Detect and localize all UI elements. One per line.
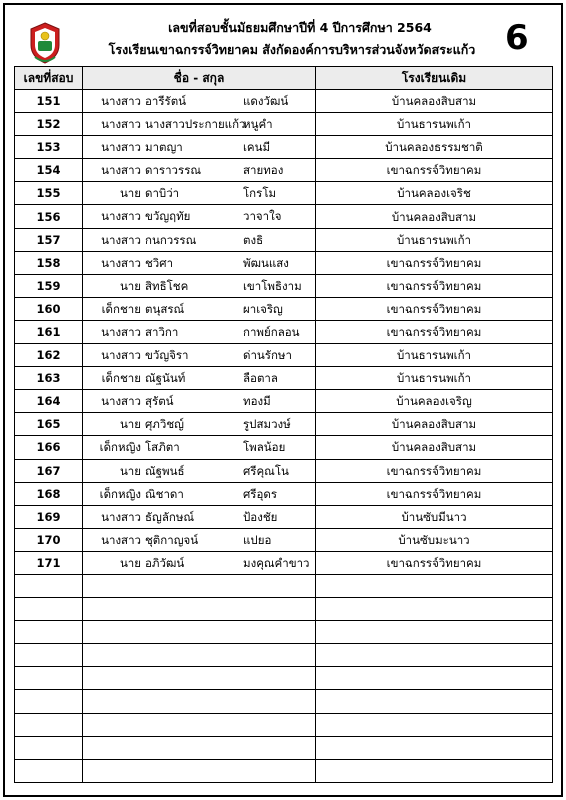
student-name-cell <box>83 482 316 505</box>
empty-cell <box>316 621 553 644</box>
last-name: เขาโพธิงาม <box>243 278 302 293</box>
name-prefix: นาย <box>119 278 141 293</box>
empty-table-row <box>15 759 553 782</box>
table-row <box>15 459 553 482</box>
last-name: ทองมี <box>243 394 271 409</box>
name-prefix: นางสาว <box>101 532 141 547</box>
empty-cell <box>83 736 316 759</box>
table-row <box>15 436 553 459</box>
first-name: นางสาวประกายแก้ว <box>145 117 246 132</box>
empty-cell <box>83 644 316 667</box>
first-name: สุรัตน์ <box>145 394 174 409</box>
table-row <box>15 413 553 436</box>
empty-cell <box>15 598 83 621</box>
empty-cell <box>83 759 316 782</box>
table-row <box>15 182 553 205</box>
name-prefix: นาย <box>119 417 141 432</box>
table-row <box>15 113 553 136</box>
first-name: ณิชาดา <box>145 486 184 501</box>
exam-number-cell: 158 <box>15 251 83 274</box>
last-name: โพลน้อย <box>243 440 286 455</box>
table-row <box>15 205 553 228</box>
empty-table-row <box>15 667 553 690</box>
table-row <box>15 90 553 113</box>
previous-school-cell: บ้านซับมีนาว <box>316 505 553 528</box>
exam-number-cell: 164 <box>15 390 83 413</box>
empty-cell <box>83 713 316 736</box>
column-header-previous-school: โรงเรียนเดิม <box>316 67 553 90</box>
student-name-cell <box>83 390 316 413</box>
previous-school-cell: บ้านธารนพเก้า <box>316 367 553 390</box>
previous-school-cell: บ้านธารนพเก้า <box>316 344 553 367</box>
student-name-cell <box>83 205 316 228</box>
exam-number-cell: 163 <box>15 367 83 390</box>
table-row <box>15 344 553 367</box>
last-name: แดงวัฒน์ <box>243 94 289 108</box>
name-prefix: เด็กหญิง <box>99 486 141 501</box>
exam-number-cell: 155 <box>15 182 83 205</box>
student-name-cell <box>83 274 316 297</box>
name-prefix: นางสาว <box>101 94 141 108</box>
first-name: ศุภวิชญ์ <box>145 417 184 432</box>
last-name: หนูคำ <box>243 117 273 132</box>
student-name-cell <box>83 159 316 182</box>
first-name: ดาบิว่า <box>145 186 180 201</box>
previous-school-cell: บ้านคลองสิบสาม <box>316 90 553 113</box>
exam-number-cell: 168 <box>15 482 83 505</box>
last-name: รูปสมวงษ์ <box>243 417 291 432</box>
empty-cell <box>15 759 83 782</box>
last-name: ลือตาล <box>243 371 278 386</box>
empty-cell <box>83 598 316 621</box>
first-name: ชวิศา <box>145 255 174 270</box>
name-prefix: นาย <box>119 463 141 478</box>
name-prefix: นางสาว <box>101 324 141 339</box>
exam-number-cell: 160 <box>15 297 83 320</box>
name-prefix: นางสาว <box>101 509 141 524</box>
empty-cell <box>316 644 553 667</box>
column-header-name: ชื่อ - สกุล <box>83 67 316 90</box>
first-name: ขวัญจิรา <box>145 348 189 363</box>
previous-school-cell: เขาฉกรรจ์วิทยาคม <box>316 320 553 343</box>
last-name: ตงธิ <box>243 232 264 247</box>
table-row <box>15 528 553 551</box>
name-prefix: นางสาว <box>101 255 141 270</box>
student-name-cell <box>83 528 316 551</box>
table-row <box>15 367 553 390</box>
first-name: ขวัญฤทัย <box>145 209 191 224</box>
empty-cell <box>15 644 83 667</box>
name-prefix: นางสาว <box>101 232 141 247</box>
exam-number-cell: 157 <box>15 228 83 251</box>
student-name-cell <box>83 505 316 528</box>
empty-cell <box>15 690 83 713</box>
empty-cell <box>83 667 316 690</box>
exam-number-cell: 170 <box>15 528 83 551</box>
first-name: ดาราวรรณ <box>145 163 202 178</box>
student-name-cell <box>83 367 316 390</box>
exam-number-cell: 159 <box>15 274 83 297</box>
first-name: ณัฐพนธ์ <box>145 463 185 478</box>
first-name: ธัญลักษณ์ <box>145 509 195 524</box>
last-name: ป้องชัย <box>243 509 278 524</box>
empty-cell <box>83 690 316 713</box>
student-name-cell <box>83 113 316 136</box>
previous-school-cell: บ้านคลองสิบสาม <box>316 205 553 228</box>
last-name: ผาเจริญ <box>243 301 283 316</box>
exam-number-cell: 161 <box>15 320 83 343</box>
name-prefix: เด็กชาย <box>101 371 141 386</box>
empty-cell <box>15 736 83 759</box>
previous-school-cell: เขาฉกรรจ์วิทยาคม <box>316 482 553 505</box>
previous-school-cell: เขาฉกรรจ์วิทยาคม <box>316 459 553 482</box>
last-name: ด่านรักษา <box>243 348 292 363</box>
table-row <box>15 482 553 505</box>
previous-school-cell: เขาฉกรรจ์วิทยาคม <box>316 551 553 574</box>
name-prefix: นางสาว <box>101 163 141 178</box>
student-name-cell <box>83 297 316 320</box>
last-name: พัฒนแสง <box>243 255 289 270</box>
empty-cell <box>15 667 83 690</box>
last-name: ศรีอุดร <box>243 486 278 501</box>
table-row <box>15 551 553 574</box>
exam-number-cell: 156 <box>15 205 83 228</box>
exam-number-cell: 151 <box>15 90 83 113</box>
first-name: สิทธิโชค <box>145 278 189 293</box>
name-prefix: นาย <box>119 555 141 570</box>
exam-number-cell: 169 <box>15 505 83 528</box>
empty-table-row <box>15 621 553 644</box>
first-name: ตนุสรณ์ <box>145 301 185 316</box>
exam-number-cell: 171 <box>15 551 83 574</box>
empty-cell <box>83 621 316 644</box>
previous-school-cell: บ้านคลองเจริช <box>316 182 553 205</box>
name-prefix: นางสาว <box>101 117 141 132</box>
table-row <box>15 251 553 274</box>
document-title: เลขที่สอบชั้นมัธยมศึกษาปีที่ 4 ปีการศึกษา 2564 <box>168 20 432 35</box>
previous-school-cell: เขาฉกรรจ์วิทยาคม <box>316 297 553 320</box>
page-number: 6 <box>505 18 529 58</box>
last-name: กาพย์กลอน <box>243 324 300 339</box>
previous-school-cell: เขาฉกรรจ์วิทยาคม <box>316 274 553 297</box>
table-row <box>15 320 553 343</box>
student-name-cell <box>83 182 316 205</box>
previous-school-cell: บ้านคลองธรรมชาติ <box>316 136 553 159</box>
table-row <box>15 505 553 528</box>
previous-school-cell: บ้านซับมะนาว <box>316 528 553 551</box>
empty-cell <box>316 667 553 690</box>
first-name: มาตญา <box>145 140 183 155</box>
first-name: ณัฐนันท์ <box>145 371 186 386</box>
previous-school-cell: บ้านคลองสิบสาม <box>316 436 553 459</box>
last-name: แปยอ <box>243 532 272 547</box>
student-name-cell <box>83 436 316 459</box>
empty-table-row <box>15 690 553 713</box>
student-name-cell <box>83 136 316 159</box>
first-name: ชุติกาญจน์ <box>145 532 199 547</box>
empty-cell <box>15 713 83 736</box>
student-name-cell <box>83 90 316 113</box>
last-name: ศรีคุณโน <box>243 463 289 478</box>
empty-cell <box>15 621 83 644</box>
first-name: กนกวรรณ <box>145 232 197 247</box>
first-name: อารีรัตน์ <box>145 94 187 108</box>
empty-cell <box>83 574 316 597</box>
empty-table-row <box>15 736 553 759</box>
previous-school-cell: บ้านคลองเจริญ <box>316 390 553 413</box>
name-prefix: นางสาว <box>101 394 141 409</box>
student-name-cell <box>83 459 316 482</box>
student-name-cell <box>83 320 316 343</box>
exam-number-table <box>14 66 553 783</box>
previous-school-cell: บ้านธารนพเก้า <box>316 113 553 136</box>
exam-number-cell: 166 <box>15 436 83 459</box>
exam-number-cell: 167 <box>15 459 83 482</box>
last-name: สายทอง <box>243 163 284 178</box>
empty-cell <box>316 759 553 782</box>
school-subtitle: โรงเรียนเขาฉกรรจ์วิทยาคม สังกัดองค์การบริหารส่วนจังหวัดสระแก้ว <box>108 42 476 57</box>
previous-school-cell: เขาฉกรรจ์วิทยาคม <box>316 251 553 274</box>
first-name: อภิวัฒน์ <box>145 555 185 570</box>
name-prefix: เด็กหญิง <box>99 440 141 455</box>
empty-cell <box>316 598 553 621</box>
exam-number-cell: 154 <box>15 159 83 182</box>
table-header-row <box>15 67 553 90</box>
table-row <box>15 274 553 297</box>
name-prefix: นาย <box>119 186 141 201</box>
previous-school-cell: เขาฉกรรจ์วิทยาคม <box>316 159 553 182</box>
student-name-cell <box>83 251 316 274</box>
previous-school-cell: บ้านคลองสิบสาม <box>316 413 553 436</box>
exam-number-cell: 153 <box>15 136 83 159</box>
previous-school-cell: บ้านธารนพเก้า <box>316 228 553 251</box>
name-prefix: นางสาว <box>101 140 141 155</box>
empty-table-row <box>15 644 553 667</box>
empty-cell <box>316 574 553 597</box>
table-row <box>15 136 553 159</box>
empty-table-row <box>15 713 553 736</box>
empty-cell <box>316 690 553 713</box>
last-name: วาจาใจ <box>243 209 282 224</box>
table-row <box>15 297 553 320</box>
exam-number-cell: 165 <box>15 413 83 436</box>
name-prefix: เด็กชาย <box>101 301 141 316</box>
column-header-exam-number: เลขที่สอบ <box>15 67 83 90</box>
table-row <box>15 159 553 182</box>
school-emblem-icon <box>26 21 64 65</box>
student-name-cell <box>83 551 316 574</box>
empty-table-row <box>15 598 553 621</box>
name-prefix: นางสาว <box>101 209 141 224</box>
table-row <box>15 228 553 251</box>
exam-number-cell: 152 <box>15 113 83 136</box>
exam-number-cell: 162 <box>15 344 83 367</box>
empty-cell <box>316 736 553 759</box>
student-name-cell <box>83 413 316 436</box>
last-name: โกรโม <box>243 186 277 201</box>
table-row <box>15 390 553 413</box>
first-name: สาวิกา <box>145 324 179 339</box>
last-name: เคนมี <box>243 140 271 155</box>
empty-cell <box>15 574 83 597</box>
empty-table-row <box>15 574 553 597</box>
last-name: มงคุณคำขาว <box>243 555 310 570</box>
name-prefix: นางสาว <box>101 348 141 363</box>
empty-cell <box>316 713 553 736</box>
student-name-cell <box>83 228 316 251</box>
first-name: โสภิตา <box>145 440 180 455</box>
student-name-cell <box>83 344 316 367</box>
